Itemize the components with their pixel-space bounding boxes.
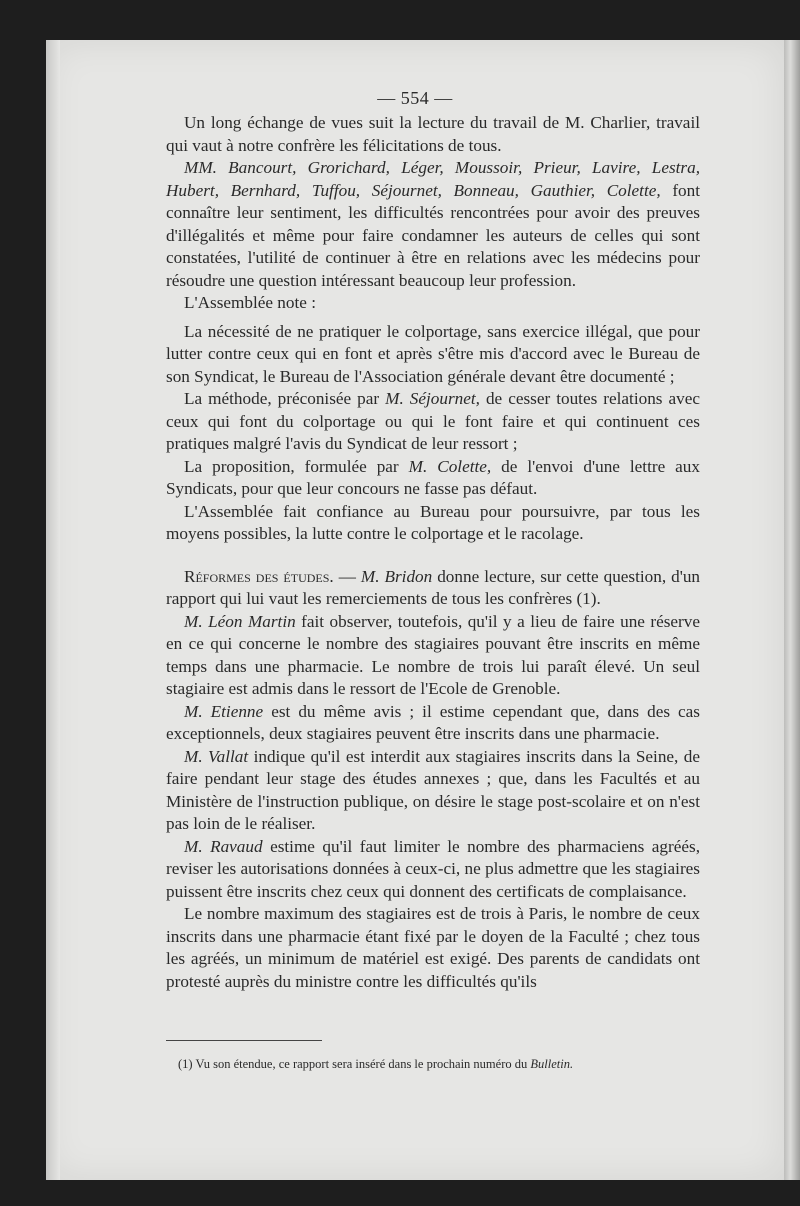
text-run: est du même avis ; il estime cependant que, dans des cas exceptionnels, deux stagiaires peuvent être inscrits dans une pharmacie. (166, 701, 700, 743)
text-run: L'Assemblée note : (184, 293, 316, 312)
page-right-edge (784, 40, 800, 1180)
page-left-shadow (46, 40, 60, 1180)
text-run: font connaître leur sentiment, les difficultés rencontrées pour avoir des preuves d'illégalités et même pour faire condamner les auteurs de celles qui sont constatées, l'utilité de continuer à être en relations avec les médecins pour résoudre une question intéressant beaucoup leur profession. (166, 180, 700, 290)
page-sheet (46, 40, 784, 1180)
paragraph-p6 (166, 456, 700, 501)
text-run: donne lecture, sur cette question, d'un rapport qui lui vaut les remerciements de tous les confrères (1). (166, 566, 701, 608)
paragraph-p9 (166, 611, 700, 701)
text-run: La méthode, préconisée par (184, 389, 386, 408)
text-run: Un long échange de vues suit la lecture du travail de M. Charlier, travail qui vaut à notre confrère les félicitations de tous. (166, 113, 700, 155)
paragraph-p12 (166, 836, 700, 904)
paragraph-p1 (166, 112, 700, 157)
paragraph-p4 (166, 321, 700, 389)
paragraph-p7 (166, 501, 700, 546)
body-text (166, 112, 700, 993)
paragraph-p11 (166, 746, 700, 836)
paragraph-p10 (166, 701, 700, 746)
footnote-rule (166, 1040, 322, 1041)
italic-name: M. Vallat (184, 746, 249, 766)
text-run: L'Assemblée fait confiance au Bureau pour poursuivre, par tous les moyens possibles, la lutte contre le colportage et le racolage. (166, 501, 700, 543)
text-run: de l'envoi d'une lettre aux Syndicats, pour que leur concours ne fasse pas défaut. (166, 456, 700, 498)
paragraph-p8 (166, 566, 700, 611)
text-run: (1) Vu son étendue, ce rapport sera inséré dans le prochain numéro du (178, 1057, 531, 1071)
text-run: La nécessité de ne pratiquer le colportage, sans exercice illégal, que pour lutter contre ceux qui en font et après s'être mis d'accord avec le Bureau de son Syndicat, le Bureau de l'Association générale devant être documenté ; (166, 321, 700, 386)
footnote (166, 1056, 700, 1072)
italic-name: M. Etienne (184, 701, 264, 721)
text-run: estime qu'il faut limiter le nombre des pharmaciens agréés, reviser les autorisations données à ceux-ci, ne plus admettre que les stagiaires puissent être inscrits chez ceux qui donnent des certificats de complaisance. (166, 836, 700, 901)
section-heading: Réformes des études. (184, 566, 334, 586)
paragraph-p13 (166, 903, 700, 993)
italic-name: M. Ravaud (184, 836, 263, 856)
italic-name: MM. Bancourt, Grorichard, Léger, Moussoir, Prieur, Lavire, Lestra, Hubert, Bernhard, Tuffou, Séjournet, Bonneau, Gauthier, Colette, (166, 158, 700, 200)
italic-name: M. Bridon (360, 566, 433, 586)
page-number: — 554 — (377, 88, 453, 108)
italic-name: M. Séjournet, (385, 389, 480, 408)
text-run: fait observer, toutefois, qu'il y a lieu de faire une réserve en ce qui concerne le nombre des stagiaires pouvant être inscrits en même temps dans une pharmacie. Le nombre de trois lui paraît élevé. Un seul stagiaire est admis dans le ressort de l'Ecole de Grenoble. (166, 611, 701, 698)
text-run: indique qu'il est interdit aux stagiaires inscrits dans la Seine, de faire pendant leur stage des études annexes ; que, dans les Facultés et au Ministère de l'instruction publique, on désire le stage post-scolaire et on n'est pas loin de le réaliser. (166, 746, 700, 833)
italic-name: Bulletin. (530, 1057, 574, 1071)
paragraph-p2 (166, 157, 700, 292)
paragraph-p3 (166, 292, 700, 315)
text-run: de cesser toutes relations avec ceux qui font du colportage ou qui le font faire et qui continuent ces pratiques malgré l'avis du Syndicat de leur ressort ; (166, 389, 700, 453)
text-run: La proposition, formulée par (184, 456, 409, 476)
paragraph-p5 (166, 388, 700, 456)
text-run: Le nombre maximum des stagiaires est de trois à Paris, le nombre de ceux inscrits dans une pharmacie étant fixé par le doyen de la Faculté ; chez tous les agréés, un minimum de matériel est exigé. Des parents de candidats ont protesté auprès du ministre contre les difficultés qu'ils (166, 904, 700, 991)
italic-name: M. Léon Martin (184, 611, 296, 631)
text-run: — (333, 566, 361, 586)
italic-name: M. Colette, (408, 456, 492, 476)
